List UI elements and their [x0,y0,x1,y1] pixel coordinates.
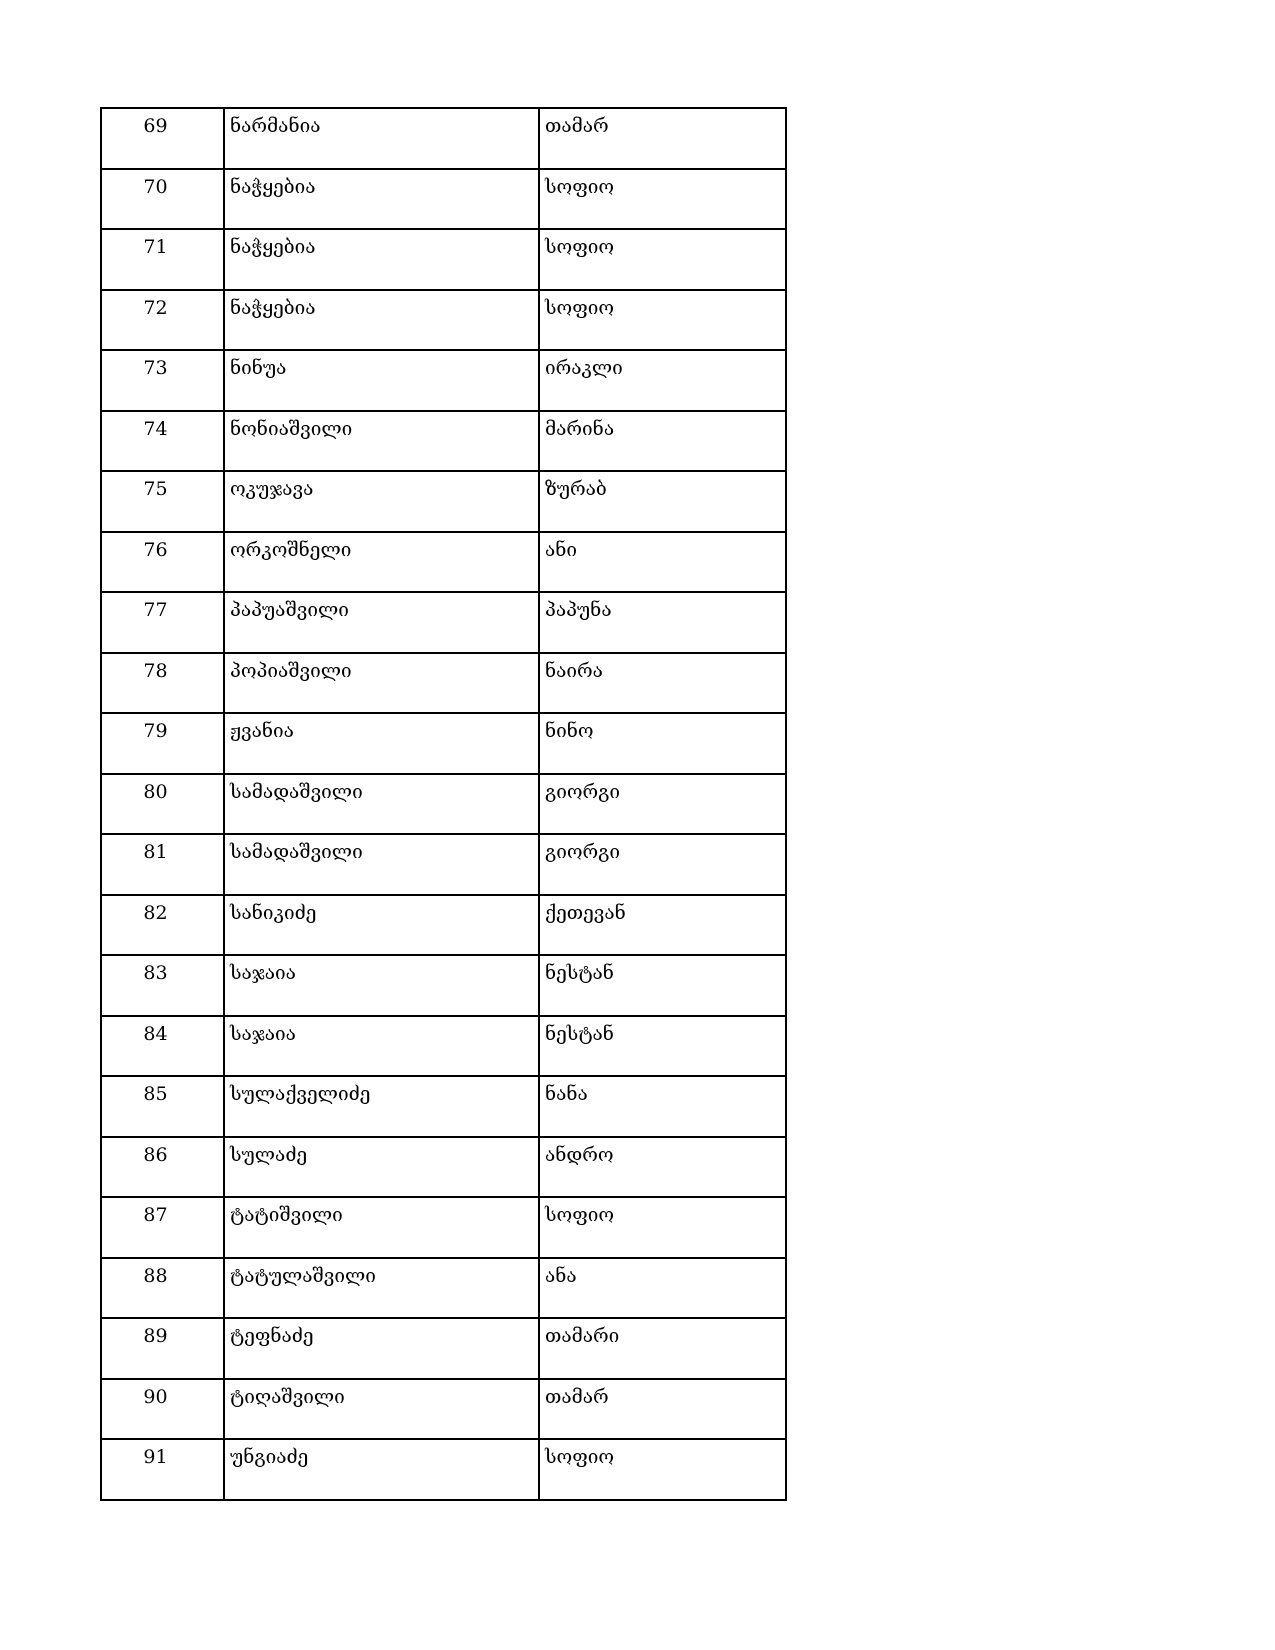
table-row [101,1318,786,1379]
row-number-cell: 83 [101,955,224,1016]
table-row [101,1137,786,1198]
row-number-cell: 71 [101,229,224,290]
table-row [101,411,786,472]
firstname-cell: თამარ [539,108,786,169]
surname-cell: სამადაშვილი [224,774,539,835]
row-number-cell: 74 [101,411,224,472]
row-number-cell: 88 [101,1258,224,1319]
firstname-cell: ანა [539,1258,786,1319]
firstname-cell: სოფიო [539,290,786,351]
surname-cell: ნაჭყებია [224,290,539,351]
row-number-cell: 75 [101,471,224,532]
surname-cell: პაპუაშვილი [224,592,539,653]
firstname-cell: ზურაბ [539,471,786,532]
firstname-cell: გიორგი [539,774,786,835]
surname-cell: სულაძე [224,1137,539,1198]
row-number-cell: 79 [101,713,224,774]
row-number-cell: 89 [101,1318,224,1379]
firstname-cell: მარინა [539,411,786,472]
row-number-cell: 76 [101,532,224,593]
row-number-cell: 80 [101,774,224,835]
surname-cell: ტეფნაძე [224,1318,539,1379]
table-row [101,774,786,835]
table-row [101,169,786,230]
firstname-cell: თამარი [539,1318,786,1379]
names-table-body [101,108,786,1500]
surname-cell: ნარმანია [224,108,539,169]
table-row [101,229,786,290]
surname-cell: ჟვანია [224,713,539,774]
row-number-cell: 82 [101,895,224,956]
firstname-cell: ნაირა [539,653,786,714]
firstname-cell: ნესტან [539,1016,786,1077]
row-number-cell: 86 [101,1137,224,1198]
firstname-cell: გიორგი [539,834,786,895]
row-number-cell: 85 [101,1076,224,1137]
table-row [101,1076,786,1137]
table-row [101,108,786,169]
table-row [101,532,786,593]
firstname-cell: ნანა [539,1076,786,1137]
row-number-cell: 70 [101,169,224,230]
row-number-cell: 81 [101,834,224,895]
surname-cell: პოპიაშვილი [224,653,539,714]
table-row [101,471,786,532]
row-number-cell: 90 [101,1379,224,1440]
table-row [101,1439,786,1500]
surname-cell: ტატიშვილი [224,1197,539,1258]
table-row [101,1197,786,1258]
surname-cell: საჯაია [224,955,539,1016]
surname-cell: საჯაია [224,1016,539,1077]
surname-cell: ოკუჯავა [224,471,539,532]
surname-cell: ტატულაშვილი [224,1258,539,1319]
table-row [101,290,786,351]
surname-cell: ორკოშნელი [224,532,539,593]
surname-cell: სანიკიძე [224,895,539,956]
surname-cell: ნონიაშვილი [224,411,539,472]
row-number-cell: 77 [101,592,224,653]
surname-cell: ნაჭყებია [224,169,539,230]
firstname-cell: ნესტან [539,955,786,1016]
surname-cell: სულაქველიძე [224,1076,539,1137]
firstname-cell: ანი [539,532,786,593]
row-number-cell: 91 [101,1439,224,1500]
table-row [101,955,786,1016]
row-number-cell: 69 [101,108,224,169]
table-row [101,713,786,774]
row-number-cell: 84 [101,1016,224,1077]
table-row [101,1379,786,1440]
surname-cell: ნინუა [224,350,539,411]
surname-cell: უნგიაძე [224,1439,539,1500]
firstname-cell: სოფიო [539,169,786,230]
firstname-cell: თამარ [539,1379,786,1440]
table-row [101,1016,786,1077]
firstname-cell: ნინო [539,713,786,774]
firstname-cell: სოფიო [539,1439,786,1500]
table-row [101,592,786,653]
firstname-cell: სოფიო [539,1197,786,1258]
surname-cell: ნაჭყებია [224,229,539,290]
table-row [101,1258,786,1319]
row-number-cell: 78 [101,653,224,714]
surname-cell: სამადაშვილი [224,834,539,895]
table-row [101,834,786,895]
table-row [101,350,786,411]
table-row [101,895,786,956]
firstname-cell: ირაკლი [539,350,786,411]
row-number-cell: 87 [101,1197,224,1258]
firstname-cell: ანდრო [539,1137,786,1198]
firstname-cell: პაპუნა [539,592,786,653]
names-table [100,107,787,1501]
row-number-cell: 73 [101,350,224,411]
firstname-cell: სოფიო [539,229,786,290]
table-row [101,653,786,714]
firstname-cell: ქეთევან [539,895,786,956]
row-number-cell: 72 [101,290,224,351]
surname-cell: ტიღაშვილი [224,1379,539,1440]
